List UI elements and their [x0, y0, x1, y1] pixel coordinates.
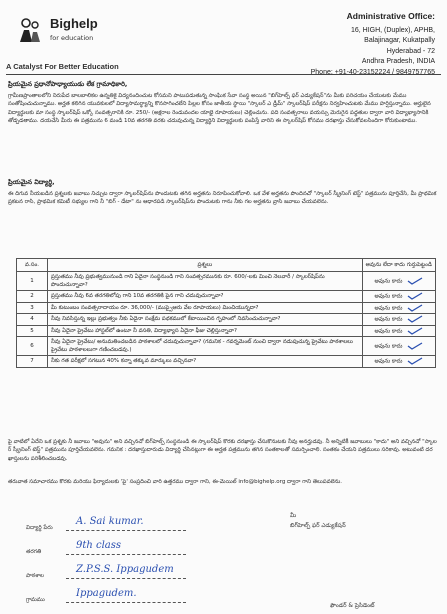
village-label: గ్రామము — [26, 597, 45, 603]
table-header-row — [17, 259, 436, 272]
class-line — [66, 554, 186, 555]
brand-logo — [8, 10, 208, 70]
answer-cell[interactable] — [362, 291, 435, 303]
no-option[interactable]: కాదు — [391, 305, 403, 311]
greeting-headmaster: ప్రియమైన ప్రధానోపాధ్యాయుడు లేక గ్రామాధికారి, — [8, 80, 128, 88]
village-value: Ippagudem. — [76, 588, 137, 599]
row-number: 6 — [17, 337, 48, 356]
school-value: Z.P.S.S. Ippagudem — [76, 564, 174, 575]
office-line: 16, HIGH, (Duplex), APHB, — [350, 26, 435, 34]
table-row — [17, 325, 436, 337]
sign-from: మీ — [290, 513, 297, 519]
row-number: 5 — [17, 325, 48, 337]
answer-cell[interactable] — [362, 337, 435, 356]
question-text: నీకు గత పరీక్షలో సగటున 40% కన్నా తక్కువ మార్కులు వచ్చినవా? — [48, 356, 363, 368]
col-header-answer: అవును లేదా కాదు గుర్తుపెట్టండి — [362, 259, 435, 272]
question-text: నీవు ఏదైనా ప్రైవేటు హాస్టల్‌లో ఉంటూ నీ వసతి, విద్యాభ్యాస ఏదైనా ఫీజు చెల్లిస్తున్నావా? — [48, 325, 363, 337]
student-name-line — [66, 530, 186, 531]
question-text: మీ కుటుంబం సంవత్సరాదాయం రూ. 36,000/- (ముప్పైఆరు వేల రూపాయలు) మించియున్నదా? — [48, 302, 363, 314]
table-row — [17, 302, 436, 314]
student-name-label: విద్యార్థి పేరు — [26, 525, 53, 531]
office-line: Andhra Pradesh, INDIA — [361, 58, 435, 65]
col-header-no: వ.సం. — [17, 259, 48, 272]
office-phone: Phone: +91-40-23152224 / 9849757765 — [310, 68, 435, 76]
row-number: 7 — [17, 356, 48, 368]
answer-cell[interactable] — [362, 302, 435, 314]
no-option[interactable]: కాదు — [391, 293, 403, 300]
office-address — [235, 11, 435, 78]
table-row — [17, 291, 436, 303]
yes-option[interactable]: అవును — [374, 328, 391, 334]
answer-cell[interactable] — [362, 325, 435, 337]
header-divider — [6, 74, 441, 75]
yes-option[interactable]: అవును — [374, 358, 391, 365]
class-label: తరగతి — [26, 549, 42, 555]
office-line: Balajinagar, Kukatpally — [364, 37, 435, 44]
table-row — [17, 337, 436, 356]
office-title: Administrative Office: — [346, 11, 435, 21]
greeting-student: ప్రియమైన విద్యార్థి, — [8, 178, 55, 186]
class-value: 9th class — [76, 540, 122, 551]
question-text: నీవు నివసిస్తున్న ఇల్లు ప్రభుత్వం నీకు ఏదైనా సంక్షేమ పథకములో కేటాయించిన గృహంలో నివసించుచున్నావా? — [48, 314, 363, 326]
check-mark-icon — [407, 292, 423, 300]
brand-name: Bighelp — [50, 16, 98, 31]
yes-option[interactable]: అవును — [374, 293, 391, 300]
question-text: నీవు ఏదైనా ప్రైవేటు/ అనుమతించబడిన పాఠశాలలో చదువుచున్నావా? (గమనిక - గవర్నమెంట్ నుంచి ద్వారా నడుపుచున్న ప్రైవేటు పాఠశాలలు ప్రైవేటు పాఠశాలలుగా గణించబడవు.) — [48, 337, 363, 356]
intro-paragraph: గ్రామీణప్రాంతాలలోని నిరుపేద బాలబాలికల ఉన్నతికై విద్యనందించుట కోసమని పాటుపడుతున్న సాంఘిక సేవా సంస్థ అయిన "బిగ్‌హెల్ప్ ఫర్ ఎడ్యుకేషన్"ను మీకు పరిచయం చేయుటకు మేము సంతోషించుచున్నాము. అర్హత కలిగిన యువకులలో విద్యాసామర్థ్యాన్ని కొనసాగించలేని పిల్లల కోసం జాతీయ స్థాయి "స్కాలర్ ఎ డ్రీమ్" స్కాలర్‌షిప్ పరీక్షను నిర్వహించుటకు మేము హర్షిస్తున్నాము. అర్హులైన విద్యార్థులకు మా సంస్థ స్కాలర్‌షిప్ ఒక్కో సంవత్సరానికి రూ. 250/- (అక్షరాల రెండువందల యాభై రూపాయలు) చెల్లించును. పది సంవత్సరాలు వయస్సు మెరుగైన పద్ధతుల ద్వారా వారి విద్యాభ్యాసానికి తోడ్పడతాము. దయచేసి మీరు ఈ పత్రమును 6 మండి 10వ తరగతి వరకు చదువుచున్న విద్యార్థిని విద్యార్థులకు పంపిస్తే వారిని ఈ స్కాలర్‌షిప్ కోసము దరఖాస్తు చేసుకోవలసిందిగా కోరుకుంటాము. — [8, 93, 431, 124]
question-text: ప్రస్తుతము నీవు 6వ తరగతిలోపు గాని 10వ తరగతికి పైన గాని చదువుచున్నావా? — [48, 291, 363, 303]
village-line — [66, 602, 186, 603]
yes-option[interactable]: అవును — [374, 316, 391, 323]
answer-cell[interactable] — [362, 272, 435, 291]
note-paragraph: పై వాటిలో ఏదేని ఒక ప్రశ్నకు నీ జవాబు "అవును" అని వచ్చినచో బిగ్‌హెల్ప్ సంస్థనుండి ఈ స్కాలర్‌షిప్ కొరకు దరఖాస్తు చేసుకొనుటకు నీవు అనర్హుడవు. నీ అన్నిటికీ జవాబులు "కాదు" అని వచ్చినచో "స్కాలర్ స్క్రీనింగ్ టెస్ట్" పత్రమును పూర్తిచేయవలెను. గమనిక : దరఖాస్తుదారుడు విద్యార్థి చేసినట్లుగా ఈ అర్హత పత్రమును తగిన సంతకాలతో సమర్పించాలి. సంతకం చేయని పత్రములు సరికావు. అటువంటి దరఖాస్తులను పరిశీలించబడవు. — [8, 439, 437, 462]
check-mark-icon — [407, 315, 423, 323]
check-mark-icon — [407, 327, 423, 335]
row-number: 2 — [17, 291, 48, 303]
office-line: Hyderabad - 72 — [386, 47, 435, 55]
no-option[interactable]: కాదు — [391, 328, 403, 334]
yes-option[interactable]: అవును — [374, 278, 391, 285]
sign-org: బిగ్‌హెల్ప్ ఫర్ ఎడ్యుకేషన్ — [290, 523, 346, 529]
check-mark-icon — [407, 304, 423, 312]
no-option[interactable]: కాదు — [391, 316, 403, 323]
table-row — [17, 314, 436, 326]
check-mark-icon — [407, 342, 423, 350]
contact-paragraph: తరువాత సమాచారము కొరకు మరియు ఫిర్యాదులకు 'పై' సంప్రదించి వారి ఉత్తరము ద్వారా గాని, ఈ-మెయిల్ info@bighelp.org ద్వారా గాని తెలుపవలెను. — [8, 479, 343, 485]
answer-cell[interactable] — [362, 356, 435, 368]
yes-option[interactable]: అవును — [374, 305, 391, 311]
check-mark-icon — [407, 277, 423, 285]
eligibility-table — [16, 258, 436, 368]
question-text: ప్రస్తుతము నీవు ప్రభుత్వమునుండి గాని ఏదైనా సంస్థనుండి గాని సంవత్సరమునకు రూ. 600/-లకు మించి నెలవారీ / స్కాలర్‌షిప్‌ను పొందుచున్నావా? — [48, 272, 363, 291]
no-option[interactable]: కాదు — [391, 358, 403, 365]
instructions-paragraph: ఈ దిగువ నీయబడిన ప్రశ్నలకు జవాబు నిచ్చుట ద్వారా స్కాలర్‌షిప్‌ను పొందుటకు తగిన అర్హతను నిరూపించుకోవాలి. ఒక వేళ అర్హతను పొందినచో "స్కాలర్ స్క్రీనింగ్ టెస్ట్" పత్రమును పూర్తిచేసి, మీ ప్రాథమిక ప్రకటన రాసి, ప్రాథమిక కమిటీ సభ్యుల గాని నీ "బిగ్ - డేటా" ను ఆధారపడి స్కాలర్‌షిప్‌ను పొందుటకు గాను నీకు గల అర్హతను వ్రాసి జవాబు చేయవలెను. — [8, 191, 437, 206]
table-row — [17, 356, 436, 368]
yes-option[interactable]: అవును — [374, 343, 391, 350]
answer-cell[interactable] — [362, 314, 435, 326]
school-line — [66, 578, 186, 579]
check-mark-icon — [407, 357, 423, 365]
table-row — [17, 272, 436, 291]
brand-sub: for education — [50, 34, 94, 42]
row-number: 3 — [17, 302, 48, 314]
row-number: 4 — [17, 314, 48, 326]
school-label: పాఠశాల — [26, 573, 44, 579]
no-option[interactable]: కాదు — [391, 343, 403, 350]
student-name-value: A. Sai kumar. — [76, 516, 144, 527]
sign-title: ఫౌండర్ & ప్రెసిడెంట్ — [330, 603, 375, 609]
bighelp-logo-icon — [16, 16, 44, 44]
no-option[interactable]: కాదు — [391, 278, 403, 285]
row-number: 1 — [17, 272, 48, 291]
tagline: A Catalyst For Better Education — [6, 62, 119, 71]
col-header-question: ప్రశ్నలు — [48, 259, 363, 272]
